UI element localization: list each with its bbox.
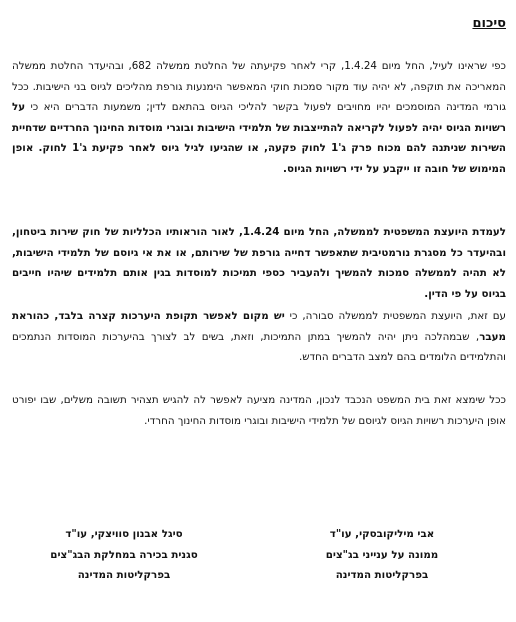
paragraph-3 bbox=[12, 306, 506, 368]
signature-role: ממונה על ענייני בג"צים bbox=[325, 548, 439, 561]
paragraph-3-bold: יש מקום לאפשר תקופת היערכות קצרה בלבד, כהוראת מעבר bbox=[12, 310, 506, 343]
paragraph-3-text: עם זאת, היועצת המשפטית לממשלה סבורה, כי bbox=[284, 310, 507, 322]
paragraph-2-text: לעמדת היועצת המשפטית לממשלה, החל מיום 1.4.24, לאור הוראותיו הכלליות של חוק שירות ביטחון, ובהיעדר כל מסגרת נורמטיבית שתאפשר דחייה גורפת של שירותם, או את אי גיוסם של תלמידי הישיבות, לא תהיה לממשלה סמכות להמשיך ולהעביר כספי תמיכות למוסדות בגין אותם תלמידים שיהיו חייבים בגיוס על פי הדין. bbox=[12, 226, 506, 300]
signature-office: בפרקליטות המדינה bbox=[335, 569, 429, 581]
paragraph-1 bbox=[12, 56, 506, 179]
paragraph-3-text-end: , שבמהלכה ניתן יהיה להמשיך במתן התמיכות, וזאת, בשים לב לצורך בהיערכות המוסדות הנתמכים והתלמידים הלומדים בהם למצב הדברים החדש. bbox=[12, 330, 506, 363]
paragraph-4-text: ככל שימצא זאת בית המשפט הנכבד לנכון, המדינה מציעה לאפשר לה להגיש תצהיר תשובה משלים, שבו יפורט אופן היערכות רשויות הגיוס לגיוסם של תלמידי הישיבות ובוגרי מוסדות החינוך החרדי. bbox=[12, 394, 506, 427]
paragraph-1-text: כפי שראינו לעיל, החל מיום 1.4.24, קרי לאחר פקיעתה של החלטת ממשלה 682, ובהיעדר החלטת ממשלה המאריכה את תוקפה, לא יהיה עוד מקור סמכות חוקי המאפשר הימנעות גורפת מהליכים לגיוס בני הישיבות. ככל גורמי המדינה המוסמכים יהיו מחויבים לפעול בקשר להליכי הגיוס בהתאם לדין; משמעות הדברים היא כי bbox=[12, 60, 506, 113]
paragraph-2 bbox=[12, 222, 506, 304]
signature-name: סיגל אבנון סוויצקי, עו"ד bbox=[65, 528, 183, 540]
paragraph-4 bbox=[12, 390, 506, 431]
signature-name: אבי מיליקובסקי, עו"ד bbox=[329, 528, 435, 540]
section-title: סיכום bbox=[472, 16, 506, 31]
signature-block-left bbox=[24, 524, 224, 586]
signature-office: בפרקליטות המדינה bbox=[77, 569, 171, 581]
signature-block-right bbox=[282, 524, 482, 586]
paragraph-1-bold: על רשויות הגיוס יהיה לפעול לקריאה להתייצבות של תלמידי הישיבות ובוגרי מוסדות החינוך החרדיים שדחיית השירות שניתנה להם מכוח פרק ג'1 לחוק פקעה, או שהגיעו לגיל גיוס לאחר פקיעת ג'1 לחוק. אופן המימוש של חובה זו ייקבע על ידי רשויות הגיוס. bbox=[12, 101, 506, 175]
signature-role: סגנית בכירה במחלקת הבג"צים bbox=[50, 548, 198, 561]
